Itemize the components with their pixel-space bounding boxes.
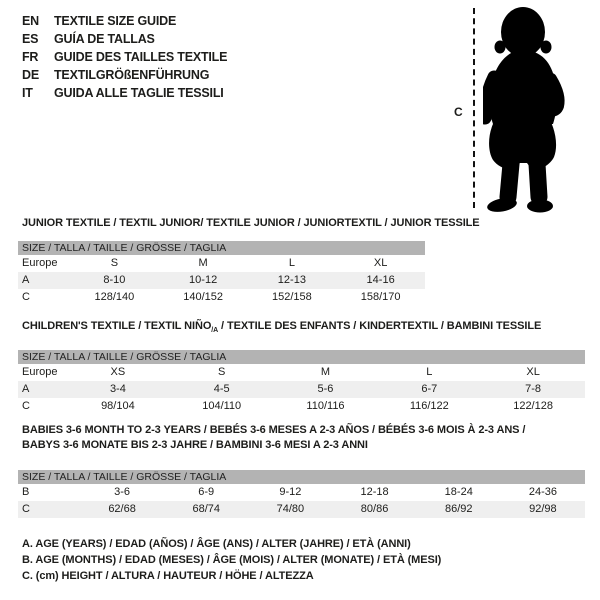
lang-code: EN	[22, 14, 39, 28]
table-row-height	[18, 289, 425, 306]
title-line-1: BABIES 3-6 MONTH TO 2-3 YEARS / BEBÉS 3-6 MESES A 2-3 AÑOS / BÉBÉS 3-6 MOIS À 2-3 ANS /	[22, 424, 526, 436]
title-subscript: /A	[211, 327, 219, 335]
junior-table-title: JUNIOR TEXTILE / TEXTIL JUNIOR/ TEXTILE JUNIOR / JUNIORTEXTIL / JUNIOR TESSILE	[22, 217, 480, 229]
cell: XS	[110, 366, 126, 378]
row-label: Europe	[22, 366, 58, 378]
lang-label: GUÍA DE TALLAS	[54, 32, 155, 46]
title-rest: / TEXTILE DES ENFANTS / KINDERTEXTIL / BAMBINI TESSILE	[218, 320, 542, 332]
cell: 18-24	[444, 486, 473, 498]
cell: 3-4	[109, 383, 126, 395]
cell: 7-8	[525, 383, 542, 395]
children-table-title	[22, 319, 541, 338]
row-label: C	[22, 291, 30, 303]
cell: 68/74	[192, 503, 220, 515]
cell: 80/86	[360, 503, 389, 515]
language-header	[22, 12, 227, 102]
cell: 116/122	[409, 400, 449, 412]
cell: 110/116	[306, 400, 345, 412]
cell: 4-5	[213, 383, 230, 395]
cell: 104/110	[202, 400, 242, 412]
legend-line-b: B. AGE (MONTHS) / EDAD (MESES) / ÂGE (MOIS) / ALTER (MONATE) / ETÀ (MESI)	[22, 554, 442, 566]
cell: 6-9	[198, 486, 215, 498]
title-line-2: BABYS 3-6 MONATE BIS 2-3 JAHRE / BAMBINI 3-6 MESI A 2-3 ANNI	[22, 439, 368, 451]
cell: 158/170	[360, 291, 401, 303]
legend-line-c: C. (cm) HEIGHT / ALTURA / HAUTEUR / HÖHE / ALTEZZA	[22, 570, 314, 582]
row-label: C	[22, 400, 30, 412]
lang-row-es	[22, 30, 227, 48]
junior-table	[18, 241, 425, 306]
cell: 10-12	[189, 274, 218, 286]
cell: L	[426, 366, 433, 378]
cell: M	[198, 257, 208, 269]
lang-code: DE	[22, 68, 39, 82]
height-dashed-line	[473, 8, 475, 208]
cell: 140/152	[183, 291, 223, 303]
lang-label: TEXTILE SIZE GUIDE	[54, 14, 177, 28]
cell: 24-36	[528, 486, 557, 498]
cell: 12-18	[360, 486, 389, 498]
cell: 86/92	[444, 503, 473, 515]
lang-label: GUIDA ALLE TAGLIE TESSILI	[54, 86, 224, 100]
table-row-europe	[18, 364, 585, 381]
lang-code: FR	[22, 50, 39, 64]
lang-code: IT	[22, 86, 33, 100]
cell: XL	[526, 366, 540, 378]
height-figure	[450, 2, 598, 216]
row-label: B	[22, 486, 30, 498]
cell: XL	[373, 257, 388, 269]
table-row-age	[18, 272, 425, 289]
cell: 74/80	[276, 503, 305, 515]
row-label: A	[22, 274, 30, 286]
lang-row-it	[22, 84, 227, 102]
cell: 98/104	[101, 400, 135, 412]
table-row-height	[18, 398, 585, 415]
babies-table-title	[22, 423, 582, 453]
table-row-months	[18, 484, 585, 501]
children-table	[18, 350, 585, 415]
cell: 6-7	[421, 383, 438, 395]
legend-line-a: A. AGE (YEARS) / EDAD (AÑOS) / ÂGE (ANS) / ALTER (JAHRE) / ETÀ (ANNI)	[22, 538, 411, 550]
legend	[22, 536, 441, 584]
title-main: CHILDREN'S TEXTILE / TEXTIL NIÑO	[22, 320, 212, 332]
cell: 122/128	[513, 400, 553, 412]
lang-code: ES	[22, 32, 39, 46]
size-header-bar: SIZE / TALLA / TAILLE / GRÖSSE / TAGLIA	[18, 241, 425, 255]
cell: 9-12	[279, 486, 302, 498]
baby-silhouette-icon	[483, 4, 583, 216]
row-label: Europe	[22, 257, 58, 269]
cell: M	[320, 366, 331, 378]
cell: 12-13	[277, 274, 306, 286]
cell: 3-6	[114, 486, 131, 498]
row-label: C	[22, 503, 30, 515]
size-header-bar: SIZE / TALLA / TAILLE / GRÖSSE / TAGLIA	[18, 470, 585, 484]
cell: 5-6	[317, 383, 334, 395]
table-row-age	[18, 381, 585, 398]
height-label: C	[454, 105, 463, 119]
babies-table	[18, 470, 585, 518]
cell: 8-10	[103, 274, 126, 286]
cell: 14-16	[366, 274, 395, 286]
lang-row-en	[22, 12, 227, 30]
lang-label: TEXTILGRÖßENFÜHRUNG	[54, 68, 210, 82]
size-header-bar: SIZE / TALLA / TAILLE / GRÖSSE / TAGLIA	[18, 350, 585, 364]
row-label: A	[22, 383, 30, 395]
lang-row-fr	[22, 48, 227, 66]
table-row-height	[18, 501, 585, 518]
cell: S	[110, 257, 119, 269]
cell: 62/68	[108, 503, 136, 515]
cell: S	[218, 366, 226, 378]
cell: 128/140	[94, 291, 135, 303]
lang-row-de	[22, 66, 227, 84]
cell: L	[288, 257, 295, 269]
table-row-europe	[18, 255, 425, 272]
cell: 92/98	[529, 503, 557, 515]
lang-label: GUIDE DES TAILLES TEXTILE	[54, 50, 228, 64]
cell: 152/158	[271, 291, 312, 303]
